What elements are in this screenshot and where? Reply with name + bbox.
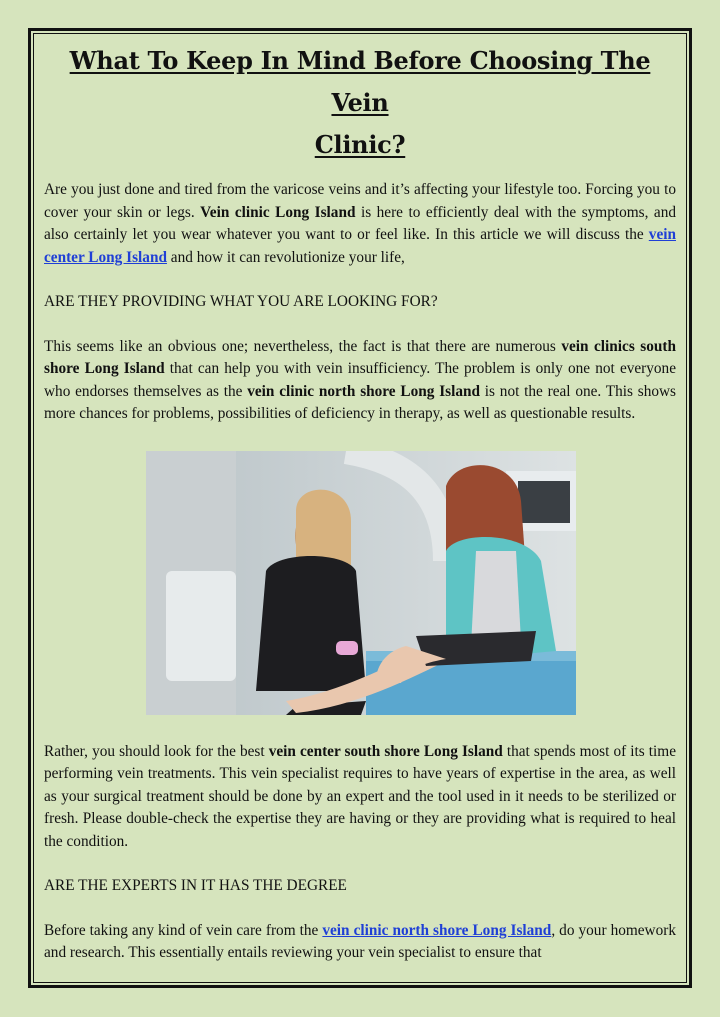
text: is not the real one. This shows more chances for problems, possibilities of deficiency in therapy, as well as questionable results.: [44, 382, 676, 422]
section-1-continued-paragraph: [44, 741, 676, 854]
text: that spends most of its time performing vein treatments. This vein specialist requires to have years of expertise in the area, as well as your surgical treatment should be done by an expert and the tool used in it needs to be sterilized or fresh. Please double-check the expertise they are having or they are providing what is required to heal the condition.: [44, 742, 676, 850]
vein-clinic-north-shore-link[interactable]: vein clinic north shore Long Island: [322, 921, 552, 939]
text: This seems like an obvious one; nevertheless, the fact is that there are numerous: [44, 337, 562, 355]
keyword: vein center south shore Long Island: [268, 742, 503, 760]
title-line-2: Clinic: [314, 130, 392, 159]
vein-treatment-photo: [146, 451, 576, 715]
keyword: vein clinic north shore Long Island: [247, 382, 481, 400]
document-body: [44, 40, 676, 965]
keyword: Vein clinic Long Island: [200, 203, 356, 221]
intro-paragraph: [44, 179, 676, 269]
section-2-paragraph: [44, 920, 676, 965]
text: is here to efficiently deal with the symptoms, and also certainly let you wear whatever you want to or feel like. In this article we will discuss the: [44, 203, 677, 243]
section-1-paragraph: [44, 336, 676, 426]
title-line-1: What To Keep In Mind Before Choosing The Vein: [69, 46, 651, 117]
text: Rather, you should look for the best: [44, 742, 269, 760]
title-punct: ?: [391, 130, 406, 159]
page-title: [44, 40, 676, 166]
section-heading-1: ARE THEY PROVIDING WHAT YOU ARE LOOKING FOR?: [44, 293, 438, 310]
text: Are you just done and tired from the varicose veins and it’s affecting your lifestyle too. Forcing you to cover your skin or legs.: [44, 181, 676, 221]
text: Before taking any kind of vein care from the: [44, 921, 323, 939]
text: that can help you with vein insufficiency. The problem is only one not everyone who endorses themselves as the: [44, 360, 676, 400]
text: , do your homework and research. This essentially entails reviewing your vein specialist to ensure that: [44, 921, 676, 961]
keyword: vein clinics south shore Long Island: [44, 337, 676, 377]
text: and how it can revolutionize your life,: [166, 248, 405, 266]
vein-center-long-island-link[interactable]: vein center Long Island: [44, 226, 676, 266]
section-heading-2: ARE THE EXPERTS IN IT HAS THE DEGREE: [44, 877, 347, 894]
